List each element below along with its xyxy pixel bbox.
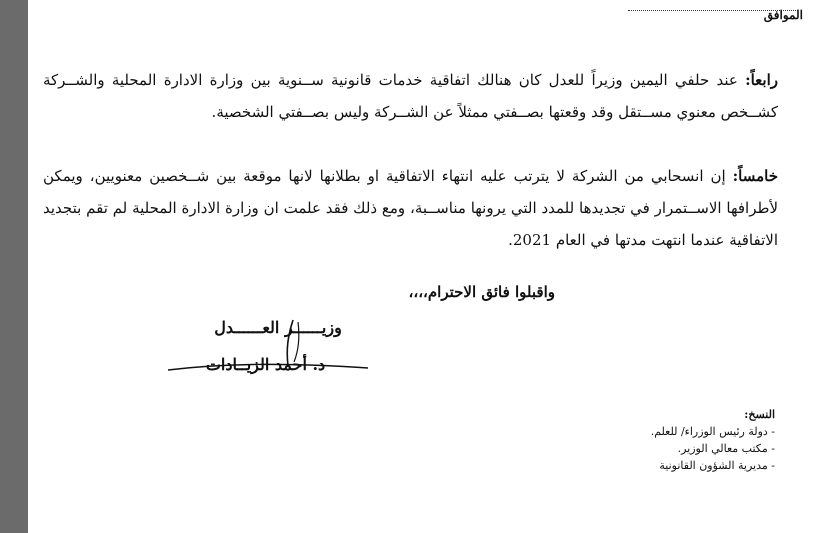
closing-salutation: واقبلوا فائق الاحترام،،،، (408, 283, 555, 301)
paragraph-fifth-lead: خامساً: (732, 167, 778, 185)
approved-label: الموافق (763, 8, 803, 22)
copies-item: - مكتب معالي الوزير. (677, 442, 775, 455)
copies-heading: النسخ: (744, 408, 775, 421)
paragraph-fourth-text: عند حلفي اليمين وزيراً للعدل كان هنالك اتفاقية خدمات قانونية ســنوية بين وزارة الادارة المحلية والشــركة كشــخص معنوي مســتقل وقد وقعتها بصــفتي ممثلاً عن الشــركة وليس بصــفتي الشخصية. (43, 71, 778, 121)
copies-item: - دولة رئيس الوزراء/ للعلم. (650, 425, 775, 438)
signature-title: وزيــــــر العــــــدل (214, 318, 342, 337)
paragraph-fifth-text: إن انسحابي من الشركة لا يترتب عليه انتهاء الاتفاقية او بطلانها لانها موقعة بين شــخصين معنويين، ويمكن لأطرافها الاســتمرار في تجديدها للمدد التي يرونها مناســبة، ومع ذلك فقد علمت ان وزارة الادارة المحلية لم تقم بتجديد الاتفاقية عندما انتهت مدتها في العام 2021. (43, 167, 778, 249)
signature-name: د. أحمد الزيــادات (205, 355, 326, 374)
paragraph-fourth (43, 64, 778, 128)
copies-item: - مديرية الشؤون القانونية (659, 459, 775, 472)
copies-list (651, 406, 775, 474)
paragraph-fourth-lead: رابعاً: (745, 71, 778, 89)
paragraph-fifth (43, 160, 778, 256)
document-page (28, 0, 815, 533)
